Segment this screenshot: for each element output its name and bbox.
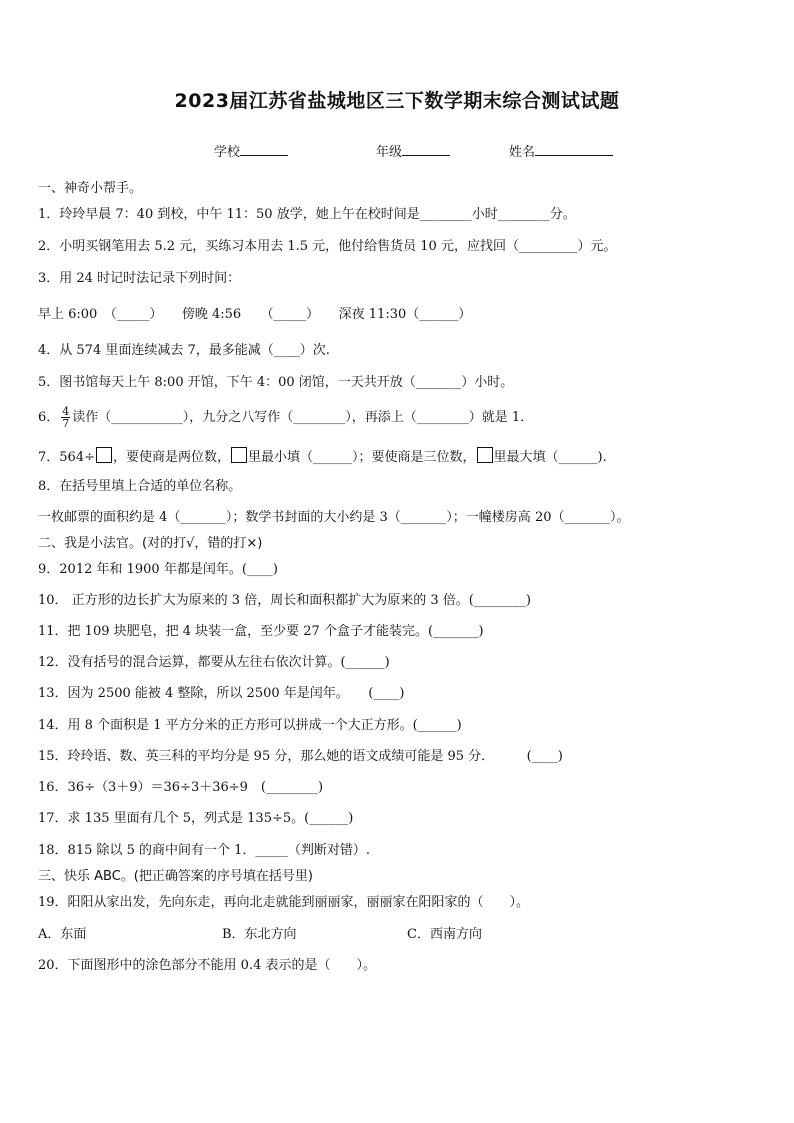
fraction-numerator: 4 <box>62 405 70 418</box>
page-title: 2023届江苏省盐城地区三下数学期末综合测试试题 <box>174 90 620 112</box>
question-18: 18．815 除以 5 的商中间有一个 1．_____（判断对错）. <box>38 843 371 858</box>
question-9: 9．2012 年和 1900 年都是闰年。(____) <box>38 562 278 577</box>
option-b[interactable]: B．东北方向 <box>222 927 297 942</box>
question-19: 19．阳阳从家出发，先向东走，再向北走就能到丽丽家，丽丽家在阳阳家的（ ）。 <box>38 895 530 910</box>
option-a[interactable]: A．东面 <box>38 927 87 942</box>
question-15: 15．玲玲语、数、英三科的平均分是 95 分，那么她的语文成绩可能是 95 分． (____) <box>38 749 563 764</box>
question-12: 12．没有括号的混合运算，都要从左往右依次计算。(______) <box>38 655 390 670</box>
grade-field[interactable] <box>376 141 450 160</box>
question-17: 17．求 135 里面有几个 5，列式是 135÷5。(______) <box>38 811 354 826</box>
option-c[interactable]: C．西南方向 <box>407 927 482 942</box>
name-field[interactable] <box>509 141 613 160</box>
question-3-items: 早上 6:00 （_____） 傍晚 4:56 （_____） 深夜 11:30（______） <box>38 307 472 322</box>
question-20: 20．下面图形中的涂色部分不能用 0.4 表示的是（ ）。 <box>38 958 376 973</box>
blank-box-icon <box>96 447 112 463</box>
question-7-part-d: 里最大填（______). <box>493 450 607 465</box>
question-11: 11．把 109 块肥皂，把 4 块装一盒，至少要 27 个盒子才能装完。(_______) <box>38 624 484 639</box>
question-6-number: 6． <box>38 410 60 425</box>
question-7 <box>38 447 607 466</box>
question-8-items: 一枚邮票的面积约是 4（_______）；数学书封面的大小约是 3（_______）；一幢楼房高 20（_______）。 <box>38 510 630 525</box>
question-7-part-b: ，要使商是两位数， <box>112 450 230 465</box>
question-7-part-a: 7．564÷ <box>38 450 95 465</box>
question-10: 10． 正方形的边长扩大为原来的 3 倍，周长和面积都扩大为原来的 3 倍。(________) <box>38 593 531 608</box>
section-1-heading: 一、神奇小帮手。 <box>38 181 143 196</box>
name-label: 姓名 <box>509 145 536 160</box>
question-2: 2．小明买钢笔用去 5.2 元，买练习本用去 1.5 元，他付给售货员 10 元，应找回（_________）元。 <box>38 239 617 254</box>
section-2-heading: 二、我是小法官。(对的打√，错的打×) <box>38 536 263 551</box>
question-13: 13．因为 2500 能被 4 整除，所以 2500 年是闰年。 (____) <box>38 686 405 701</box>
fraction-four-sevenths <box>61 406 70 429</box>
school-field[interactable] <box>214 141 288 160</box>
question-6-text: 读作（___________），九分之八写作（________），再添上（________）就是 1． <box>72 410 534 425</box>
question-4: 4．从 574 里面连续减去 7，最多能减（____）次. <box>38 343 330 358</box>
question-5: 5．图书馆每天上午 8:00 开馆，下午 4：00 闭馆，一天共开放（_______）小时。 <box>38 375 514 390</box>
question-14: 14．用 8 个面积是 1 平方分米的正方形可以拼成一个大正方形。(______) <box>38 718 462 733</box>
fraction-denominator: 7 <box>62 417 70 430</box>
school-label: 学校 <box>214 145 241 160</box>
section-3-heading: 三、快乐 ABC。(把正确答案的序号填在括号里) <box>38 869 313 884</box>
blank-box-icon <box>231 447 247 463</box>
question-8: 8．在括号里填上合适的单位名称。 <box>38 479 242 494</box>
question-1: 1．玲玲早晨 7：40 到校，中午 11：50 放学，她上午在校时间是________小时________分。 <box>38 207 576 222</box>
question-6 <box>38 405 533 431</box>
blank-box-icon <box>477 447 493 463</box>
grade-label: 年级 <box>376 145 403 160</box>
question-7-part-c: 里最小填（______）；要使商是三位数， <box>248 450 476 465</box>
question-16: 16．36÷（3＋9）＝36÷3＋36÷9 (________) <box>38 780 324 795</box>
question-3: 3．用 24 时记时法记录下列时间： <box>38 271 241 286</box>
